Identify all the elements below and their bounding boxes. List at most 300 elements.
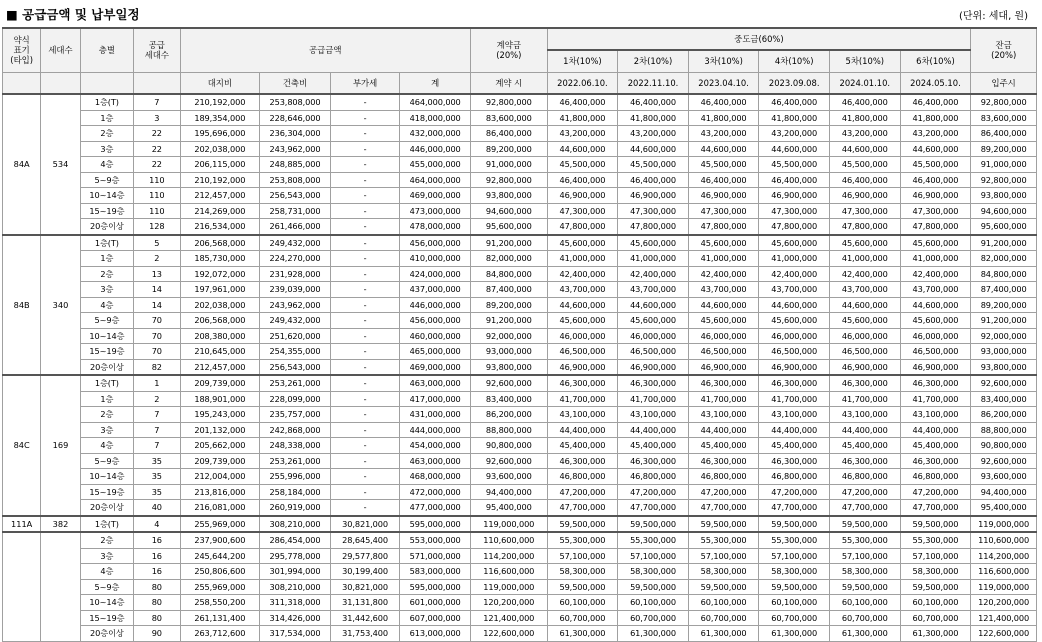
deposit-cell: 92,800,000 xyxy=(470,172,547,188)
middle-5-cell: 47,800,000 xyxy=(830,219,901,235)
middle-6-cell: 43,700,000 xyxy=(900,282,971,298)
header-balance-when: 입주시 xyxy=(971,72,1037,94)
building-cell: 308,210,000 xyxy=(260,579,331,595)
middle-2-cell: 61,300,000 xyxy=(618,626,689,642)
middle-1-cell: 45,500,000 xyxy=(547,157,618,173)
middle-6-cell: 46,400,000 xyxy=(900,94,971,110)
land-cell: 214,269,000 xyxy=(180,203,260,219)
vat-cell: - xyxy=(330,282,400,298)
land-cell: 208,380,000 xyxy=(180,328,260,344)
building-cell: 286,454,000 xyxy=(260,532,331,548)
balance-cell: 89,200,000 xyxy=(971,297,1037,313)
balance-cell: 110,600,000 xyxy=(971,532,1037,548)
middle-5-cell: 45,600,000 xyxy=(830,235,901,251)
floor-cell: 4층 xyxy=(80,564,133,580)
middle-6-cell: 47,200,000 xyxy=(900,484,971,500)
middle-6-cell: 58,300,000 xyxy=(900,564,971,580)
vat-cell: 31,753,400 xyxy=(330,626,400,642)
deposit-cell: 92,000,000 xyxy=(470,328,547,344)
balance-cell: 95,600,000 xyxy=(971,219,1037,235)
middle-3-cell: 46,300,000 xyxy=(688,453,759,469)
header-building: 건축비 xyxy=(260,72,331,94)
middle-1-cell: 44,400,000 xyxy=(547,422,618,438)
header-m4: 4차(10%) xyxy=(759,50,830,72)
supply-households-cell: 16 xyxy=(134,532,180,548)
total-cell: 456,000,000 xyxy=(400,313,471,329)
middle-3-cell: 41,700,000 xyxy=(688,391,759,407)
vat-cell: - xyxy=(330,266,400,282)
middle-5-cell: 47,200,000 xyxy=(830,484,901,500)
vat-cell: - xyxy=(330,328,400,344)
land-cell: 201,132,000 xyxy=(180,422,260,438)
middle-4-cell: 43,200,000 xyxy=(759,126,830,142)
middle-2-cell: 43,200,000 xyxy=(618,126,689,142)
middle-2-cell: 41,000,000 xyxy=(618,251,689,267)
middle-5-cell: 47,700,000 xyxy=(830,500,901,516)
total-cell: 418,000,000 xyxy=(400,110,471,126)
middle-3-cell: 45,600,000 xyxy=(688,313,759,329)
middle-1-cell: 41,700,000 xyxy=(547,391,618,407)
balance-cell: 91,200,000 xyxy=(971,313,1037,329)
middle-4-cell: 46,400,000 xyxy=(759,172,830,188)
middle-5-cell: 41,000,000 xyxy=(830,251,901,267)
vat-cell: - xyxy=(330,453,400,469)
balance-cell: 87,400,000 xyxy=(971,282,1037,298)
table-row xyxy=(3,344,1037,360)
total-cell: 465,000,000 xyxy=(400,344,471,360)
vat-cell: - xyxy=(330,203,400,219)
header-supply-households-cont xyxy=(134,72,180,94)
vat-cell: - xyxy=(330,126,400,142)
header-d4: 2023.09.08. xyxy=(759,72,830,94)
middle-1-cell: 41,000,000 xyxy=(547,251,618,267)
vat-cell: - xyxy=(330,391,400,407)
middle-5-cell: 46,800,000 xyxy=(830,469,901,485)
middle-4-cell: 45,500,000 xyxy=(759,157,830,173)
middle-2-cell: 44,600,000 xyxy=(618,141,689,157)
middle-6-cell: 43,200,000 xyxy=(900,126,971,142)
deposit-cell: 93,800,000 xyxy=(470,188,547,204)
header-d2: 2022.11.10. xyxy=(618,72,689,94)
supply-households-cell: 35 xyxy=(134,453,180,469)
middle-1-cell: 57,100,000 xyxy=(547,548,618,564)
building-cell: 308,210,000 xyxy=(260,516,331,533)
vat-cell: - xyxy=(330,344,400,360)
middle-6-cell: 55,300,000 xyxy=(900,532,971,548)
middle-5-cell: 46,000,000 xyxy=(830,328,901,344)
total-cell: 454,000,000 xyxy=(400,438,471,454)
middle-2-cell: 46,500,000 xyxy=(618,344,689,360)
floor-cell: 2층 xyxy=(80,126,133,142)
header-households-cont xyxy=(41,72,80,94)
middle-1-cell: 46,900,000 xyxy=(547,188,618,204)
table-row xyxy=(3,141,1037,157)
balance-cell: 93,800,000 xyxy=(971,359,1037,375)
vat-cell: - xyxy=(330,297,400,313)
middle-4-cell: 60,700,000 xyxy=(759,610,830,626)
supply-households-cell: 70 xyxy=(134,328,180,344)
land-cell: 202,038,000 xyxy=(180,141,260,157)
balance-cell: 86,400,000 xyxy=(971,126,1037,142)
type-cell xyxy=(3,532,41,641)
floor-cell: 3층 xyxy=(80,422,133,438)
building-cell: 248,885,000 xyxy=(260,157,331,173)
supply-households-cell: 5 xyxy=(134,235,180,251)
middle-2-cell: 60,700,000 xyxy=(618,610,689,626)
vat-cell: - xyxy=(330,188,400,204)
supply-households-cell: 4 xyxy=(134,516,180,533)
middle-5-cell: 61,300,000 xyxy=(830,626,901,642)
middle-1-cell: 44,600,000 xyxy=(547,297,618,313)
middle-4-cell: 43,700,000 xyxy=(759,282,830,298)
middle-6-cell: 57,100,000 xyxy=(900,548,971,564)
middle-5-cell: 60,100,000 xyxy=(830,595,901,611)
middle-4-cell: 46,000,000 xyxy=(759,328,830,344)
middle-2-cell: 41,800,000 xyxy=(618,110,689,126)
land-cell: 197,961,000 xyxy=(180,282,260,298)
land-cell: 202,038,000 xyxy=(180,297,260,313)
middle-2-cell: 46,400,000 xyxy=(618,172,689,188)
vat-cell: - xyxy=(330,141,400,157)
middle-6-cell: 45,600,000 xyxy=(900,313,971,329)
middle-2-cell: 47,200,000 xyxy=(618,484,689,500)
total-cell: 446,000,000 xyxy=(400,141,471,157)
building-cell: 228,646,000 xyxy=(260,110,331,126)
header-floor: 층별 xyxy=(80,28,133,72)
middle-1-cell: 60,700,000 xyxy=(547,610,618,626)
middle-2-cell: 45,600,000 xyxy=(618,235,689,251)
balance-cell: 88,800,000 xyxy=(971,422,1037,438)
supply-households-cell: 70 xyxy=(134,313,180,329)
vat-cell: - xyxy=(330,359,400,375)
middle-4-cell: 60,100,000 xyxy=(759,595,830,611)
header-d3: 2023.04.10. xyxy=(688,72,759,94)
vat-cell: 31,131,800 xyxy=(330,595,400,611)
deposit-cell: 89,200,000 xyxy=(470,297,547,313)
middle-3-cell: 46,900,000 xyxy=(688,359,759,375)
land-cell: 263,712,600 xyxy=(180,626,260,642)
deposit-cell: 91,200,000 xyxy=(470,235,547,251)
middle-4-cell: 44,400,000 xyxy=(759,422,830,438)
middle-5-cell: 44,400,000 xyxy=(830,422,901,438)
balance-cell: 92,600,000 xyxy=(971,453,1037,469)
land-cell: 185,730,000 xyxy=(180,251,260,267)
middle-5-cell: 46,400,000 xyxy=(830,94,901,110)
table-row xyxy=(3,375,1037,391)
middle-3-cell: 46,400,000 xyxy=(688,94,759,110)
table-row xyxy=(3,235,1037,251)
middle-5-cell: 44,600,000 xyxy=(830,297,901,313)
total-cell: 424,000,000 xyxy=(400,266,471,282)
building-cell: 243,962,000 xyxy=(260,297,331,313)
total-cell: 464,000,000 xyxy=(400,94,471,110)
building-cell: 253,261,000 xyxy=(260,453,331,469)
land-cell: 209,739,000 xyxy=(180,453,260,469)
land-cell: 213,816,000 xyxy=(180,484,260,500)
middle-3-cell: 47,700,000 xyxy=(688,500,759,516)
deposit-cell: 86,400,000 xyxy=(470,126,547,142)
building-cell: 253,808,000 xyxy=(260,94,331,110)
building-cell: 224,270,000 xyxy=(260,251,331,267)
balance-cell: 94,600,000 xyxy=(971,203,1037,219)
middle-3-cell: 43,700,000 xyxy=(688,282,759,298)
middle-3-cell: 43,100,000 xyxy=(688,407,759,423)
middle-4-cell: 43,100,000 xyxy=(759,407,830,423)
table-row xyxy=(3,438,1037,454)
middle-3-cell: 57,100,000 xyxy=(688,548,759,564)
middle-5-cell: 45,400,000 xyxy=(830,438,901,454)
floor-cell: 1층(T) xyxy=(80,94,133,110)
vat-cell: - xyxy=(330,110,400,126)
middle-1-cell: 46,400,000 xyxy=(547,172,618,188)
middle-4-cell: 45,600,000 xyxy=(759,235,830,251)
middle-2-cell: 46,900,000 xyxy=(618,188,689,204)
supply-households-cell: 82 xyxy=(134,359,180,375)
balance-cell: 84,800,000 xyxy=(971,266,1037,282)
table-row xyxy=(3,126,1037,142)
building-cell: 251,620,000 xyxy=(260,328,331,344)
table-row xyxy=(3,469,1037,485)
vat-cell: 30,821,000 xyxy=(330,579,400,595)
balance-cell: 119,000,000 xyxy=(971,516,1037,533)
floor-cell: 5~9층 xyxy=(80,172,133,188)
middle-4-cell: 46,300,000 xyxy=(759,453,830,469)
middle-4-cell: 47,800,000 xyxy=(759,219,830,235)
floor-cell: 10~14층 xyxy=(80,595,133,611)
middle-5-cell: 46,900,000 xyxy=(830,359,901,375)
middle-6-cell: 46,300,000 xyxy=(900,375,971,391)
middle-4-cell: 45,400,000 xyxy=(759,438,830,454)
deposit-cell: 82,000,000 xyxy=(470,251,547,267)
floor-cell: 10~14층 xyxy=(80,328,133,344)
header-total: 계 xyxy=(400,72,471,94)
balance-cell: 95,400,000 xyxy=(971,500,1037,516)
floor-cell: 20층이상 xyxy=(80,500,133,516)
balance-cell: 90,800,000 xyxy=(971,438,1037,454)
land-cell: 189,354,000 xyxy=(180,110,260,126)
vat-cell: - xyxy=(330,469,400,485)
table-row xyxy=(3,282,1037,298)
middle-2-cell: 59,500,000 xyxy=(618,516,689,533)
vat-cell: - xyxy=(330,235,400,251)
table-row xyxy=(3,564,1037,580)
land-cell: 237,900,600 xyxy=(180,532,260,548)
balance-cell: 93,600,000 xyxy=(971,469,1037,485)
middle-1-cell: 45,600,000 xyxy=(547,235,618,251)
middle-5-cell: 58,300,000 xyxy=(830,564,901,580)
middle-3-cell: 59,500,000 xyxy=(688,516,759,533)
table-row xyxy=(3,407,1037,423)
deposit-cell: 94,600,000 xyxy=(470,203,547,219)
table-row xyxy=(3,266,1037,282)
vat-cell: - xyxy=(330,157,400,173)
header-middle-payment: 중도금(60%) xyxy=(547,28,971,50)
middle-6-cell: 59,500,000 xyxy=(900,579,971,595)
building-cell: 260,919,000 xyxy=(260,500,331,516)
middle-6-cell: 41,800,000 xyxy=(900,110,971,126)
header-m1: 1차(10%) xyxy=(547,50,618,72)
balance-cell: 83,600,000 xyxy=(971,110,1037,126)
building-cell: 239,039,000 xyxy=(260,282,331,298)
total-cell: 571,000,000 xyxy=(400,548,471,564)
total-cell: 469,000,000 xyxy=(400,188,471,204)
middle-2-cell: 57,100,000 xyxy=(618,548,689,564)
deposit-cell: 94,400,000 xyxy=(470,484,547,500)
supply-households-cell: 110 xyxy=(134,188,180,204)
total-cell: 437,000,000 xyxy=(400,282,471,298)
middle-1-cell: 43,700,000 xyxy=(547,282,618,298)
building-cell: 255,996,000 xyxy=(260,469,331,485)
deposit-cell: 88,800,000 xyxy=(470,422,547,438)
supply-households-cell: 14 xyxy=(134,282,180,298)
table-row xyxy=(3,484,1037,500)
middle-4-cell: 41,800,000 xyxy=(759,110,830,126)
middle-6-cell: 41,700,000 xyxy=(900,391,971,407)
middle-3-cell: 46,300,000 xyxy=(688,375,759,391)
floor-cell: 5~9층 xyxy=(80,313,133,329)
middle-3-cell: 44,600,000 xyxy=(688,297,759,313)
middle-5-cell: 45,600,000 xyxy=(830,313,901,329)
middle-1-cell: 47,700,000 xyxy=(547,500,618,516)
supply-households-cell: 7 xyxy=(134,94,180,110)
deposit-cell: 95,600,000 xyxy=(470,219,547,235)
middle-3-cell: 47,200,000 xyxy=(688,484,759,500)
total-cell: 601,000,000 xyxy=(400,595,471,611)
vat-cell: - xyxy=(330,172,400,188)
vat-cell: - xyxy=(330,251,400,267)
middle-1-cell: 43,100,000 xyxy=(547,407,618,423)
middle-3-cell: 44,400,000 xyxy=(688,422,759,438)
header-deposit-when: 계약 시 xyxy=(470,72,547,94)
building-cell: 254,355,000 xyxy=(260,344,331,360)
building-cell: 228,099,000 xyxy=(260,391,331,407)
total-cell: 444,000,000 xyxy=(400,422,471,438)
middle-3-cell: 58,300,000 xyxy=(688,564,759,580)
middle-2-cell: 47,700,000 xyxy=(618,500,689,516)
middle-3-cell: 46,800,000 xyxy=(688,469,759,485)
header-d5: 2024.01.10. xyxy=(830,72,901,94)
middle-3-cell: 45,400,000 xyxy=(688,438,759,454)
vat-cell: - xyxy=(330,313,400,329)
middle-6-cell: 45,600,000 xyxy=(900,235,971,251)
table-row xyxy=(3,251,1037,267)
middle-5-cell: 47,300,000 xyxy=(830,203,901,219)
middle-4-cell: 55,300,000 xyxy=(759,532,830,548)
building-cell: 301,994,000 xyxy=(260,564,331,580)
deposit-cell: 83,400,000 xyxy=(470,391,547,407)
table-body xyxy=(3,94,1037,641)
deposit-cell: 90,800,000 xyxy=(470,438,547,454)
table-row xyxy=(3,188,1037,204)
supply-households-cell: 90 xyxy=(134,626,180,642)
middle-1-cell: 43,200,000 xyxy=(547,126,618,142)
supply-households-cell: 3 xyxy=(134,110,180,126)
land-cell: 209,739,000 xyxy=(180,375,260,391)
balance-cell: 83,400,000 xyxy=(971,391,1037,407)
total-cell: 595,000,000 xyxy=(400,579,471,595)
middle-5-cell: 46,300,000 xyxy=(830,453,901,469)
floor-cell: 3층 xyxy=(80,282,133,298)
floor-cell: 1층(T) xyxy=(80,235,133,251)
balance-cell: 93,800,000 xyxy=(971,188,1037,204)
land-cell: 250,806,600 xyxy=(180,564,260,580)
middle-1-cell: 44,600,000 xyxy=(547,141,618,157)
header-households: 세대수 xyxy=(41,28,80,72)
middle-5-cell: 60,700,000 xyxy=(830,610,901,626)
land-cell: 258,550,200 xyxy=(180,595,260,611)
middle-2-cell: 55,300,000 xyxy=(618,532,689,548)
vat-cell: - xyxy=(330,407,400,423)
table-row xyxy=(3,453,1037,469)
vat-cell: - xyxy=(330,94,400,110)
middle-2-cell: 44,400,000 xyxy=(618,422,689,438)
vat-cell: - xyxy=(330,219,400,235)
middle-4-cell: 59,500,000 xyxy=(759,579,830,595)
balance-cell: 92,600,000 xyxy=(971,375,1037,391)
middle-2-cell: 41,700,000 xyxy=(618,391,689,407)
middle-2-cell: 59,500,000 xyxy=(618,579,689,595)
middle-1-cell: 47,200,000 xyxy=(547,484,618,500)
deposit-cell: 83,600,000 xyxy=(470,110,547,126)
floor-cell: 15~19층 xyxy=(80,344,133,360)
middle-2-cell: 47,300,000 xyxy=(618,203,689,219)
middle-5-cell: 43,700,000 xyxy=(830,282,901,298)
middle-2-cell: 43,100,000 xyxy=(618,407,689,423)
land-cell: 206,568,000 xyxy=(180,235,260,251)
balance-cell: 89,200,000 xyxy=(971,141,1037,157)
households-cell: 340 xyxy=(41,235,80,376)
land-cell: 192,072,000 xyxy=(180,266,260,282)
middle-5-cell: 43,200,000 xyxy=(830,126,901,142)
middle-6-cell: 47,800,000 xyxy=(900,219,971,235)
building-cell: 249,432,000 xyxy=(260,313,331,329)
middle-5-cell: 55,300,000 xyxy=(830,532,901,548)
total-cell: 446,000,000 xyxy=(400,297,471,313)
middle-5-cell: 42,400,000 xyxy=(830,266,901,282)
supply-households-cell: 22 xyxy=(134,141,180,157)
deposit-cell: 91,000,000 xyxy=(470,157,547,173)
total-cell: 464,000,000 xyxy=(400,172,471,188)
middle-4-cell: 46,900,000 xyxy=(759,188,830,204)
total-cell: 456,000,000 xyxy=(400,235,471,251)
balance-cell: 91,200,000 xyxy=(971,235,1037,251)
middle-6-cell: 46,000,000 xyxy=(900,328,971,344)
floor-cell: 5~9층 xyxy=(80,453,133,469)
total-cell: 583,000,000 xyxy=(400,564,471,580)
middle-1-cell: 45,600,000 xyxy=(547,313,618,329)
middle-2-cell: 42,400,000 xyxy=(618,266,689,282)
balance-cell: 94,400,000 xyxy=(971,484,1037,500)
header-m6: 6차(10%) xyxy=(900,50,971,72)
middle-1-cell: 42,400,000 xyxy=(547,266,618,282)
balance-cell: 114,200,000 xyxy=(971,548,1037,564)
middle-6-cell: 46,400,000 xyxy=(900,172,971,188)
middle-6-cell: 46,900,000 xyxy=(900,359,971,375)
unit-note: (단위: 세대, 원) xyxy=(958,11,1028,22)
middle-6-cell: 60,700,000 xyxy=(900,610,971,626)
header-type: 약식 표기 (타입) xyxy=(3,28,41,72)
middle-1-cell: 55,300,000 xyxy=(547,532,618,548)
middle-3-cell: 45,500,000 xyxy=(688,157,759,173)
supply-households-cell: 16 xyxy=(134,564,180,580)
deposit-cell: 116,600,000 xyxy=(470,564,547,580)
supply-households-cell: 70 xyxy=(134,344,180,360)
balance-cell: 92,800,000 xyxy=(971,94,1037,110)
middle-2-cell: 46,000,000 xyxy=(618,328,689,344)
balance-cell: 119,000,000 xyxy=(971,579,1037,595)
type-cell: 111A xyxy=(3,516,41,533)
balance-cell: 91,000,000 xyxy=(971,157,1037,173)
